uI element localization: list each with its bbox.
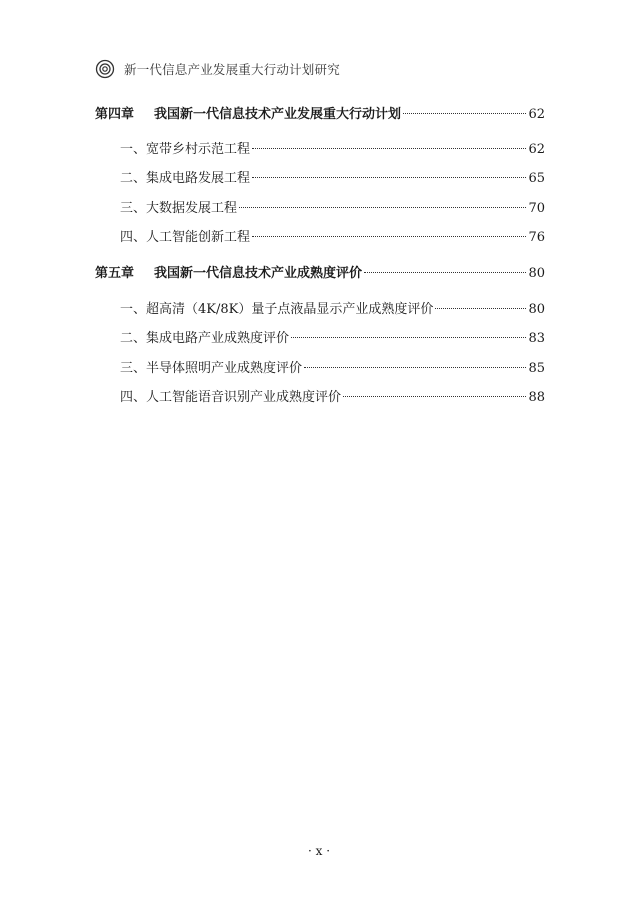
section-title: 四、人工智能创新工程: [120, 230, 251, 245]
toc-section[interactable]: [120, 330, 545, 348]
leader-dots: [343, 396, 526, 397]
section-title: 四、人工智能语音识别产业成熟度评价: [120, 390, 342, 405]
leader-dots: [239, 207, 526, 208]
toc-section[interactable]: [120, 141, 545, 159]
section-title: 二、集成电路产业成熟度评价: [120, 331, 290, 346]
page-number: 85: [528, 361, 545, 376]
section-title: 二、集成电路发展工程: [120, 171, 251, 186]
section-title: 一、宽带乡村示范工程: [120, 142, 251, 157]
leader-dots: [252, 236, 526, 237]
page-number: 76: [528, 230, 545, 245]
toc-section[interactable]: [120, 229, 545, 247]
leader-dots: [435, 308, 526, 309]
chapter-title: 我国新一代信息技术产业发展重大行动计划: [154, 107, 402, 122]
page-number: 70: [528, 201, 545, 216]
toc-section[interactable]: [120, 301, 545, 319]
page-number: 83: [528, 331, 545, 346]
leader-dots: [364, 272, 526, 273]
chapter-number: 第四章: [95, 107, 135, 122]
chapter-number: 第五章: [95, 266, 135, 281]
section-title: 三、大数据发展工程: [120, 201, 238, 216]
leader-dots: [252, 148, 526, 149]
leader-dots: [403, 113, 526, 114]
leader-dots: [291, 337, 526, 338]
toc-section[interactable]: [120, 389, 545, 407]
page-number: 88: [528, 390, 545, 405]
toc-section[interactable]: [120, 360, 545, 378]
page-number: 62: [528, 107, 545, 122]
section-title: 三、半导体照明产业成熟度评价: [120, 361, 303, 376]
toc-section[interactable]: [120, 170, 545, 188]
toc-chapter-4[interactable]: [95, 106, 545, 124]
running-header: [95, 58, 340, 80]
leader-dots: [304, 367, 526, 368]
page-number: 80: [528, 266, 545, 281]
chapter-title: 我国新一代信息技术产业成熟度评价: [154, 266, 363, 281]
page-number: 62: [528, 142, 545, 157]
toc-chapter-5[interactable]: [95, 265, 545, 283]
page-number: 65: [528, 171, 545, 186]
concentric-circles-icon: [95, 59, 115, 79]
toc-section[interactable]: [120, 200, 545, 218]
leader-dots: [252, 177, 526, 178]
section-title: 一、超高清（4K/8K）量子点液晶显示产业成熟度评价: [120, 302, 434, 317]
page-footer-number: · x ·: [307, 844, 331, 858]
running-header-title: 新一代信息产业发展重大行动计划研究: [124, 62, 340, 77]
page-number: 80: [528, 302, 545, 317]
